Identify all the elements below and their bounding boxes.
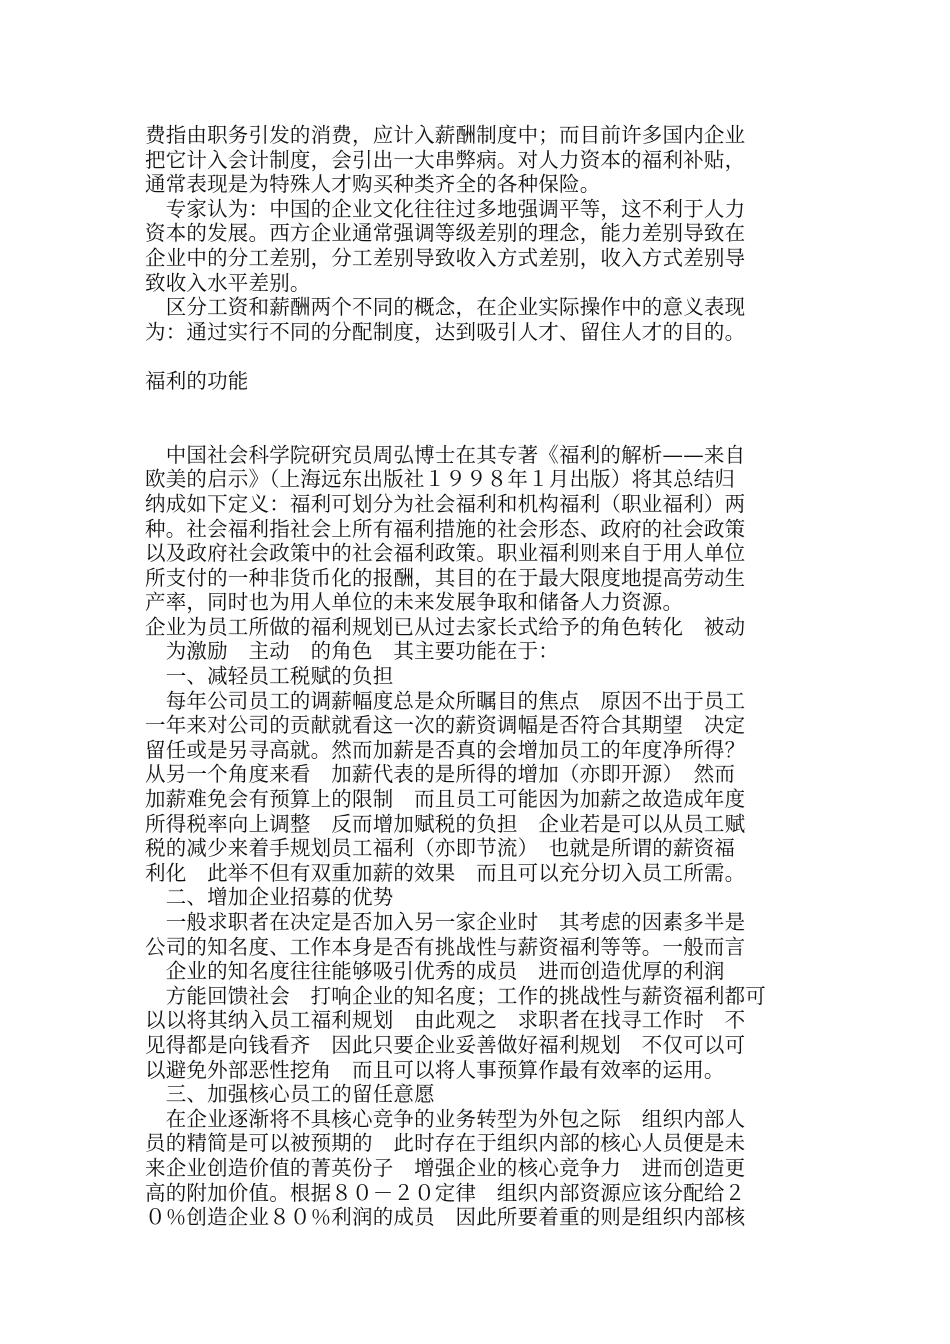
text-line: 以避免外部恶性挖角 而且可以将人事预算作最有效率的运用。 (145, 1057, 725, 1082)
text-line: 员的精简是可以被预期的 此时存在于组织内部的核心人员便是未 (145, 1131, 746, 1156)
point-3-title: 三、加强核心员工的留任意愿 (145, 1082, 435, 1107)
text-line: 产率，同时也为用人单位的未来发展争取和储备人力资源。 (145, 590, 684, 615)
text-line: 费指由职务引发的消费，应计入薪酬制度中；而目前许多国内企业 (145, 123, 746, 147)
text-line: 资本的发展。西方企业通常强调等级差别的理念，能力差别导致在 (145, 221, 746, 246)
text-line: 为：通过实行不同的分配制度，达到吸引人才、留住人才的目的。 (145, 319, 746, 344)
point-1-title: 一、减轻员工税赋的负担 (145, 664, 394, 689)
text-line: ０％创造企业８０％利润的成员 因此所要着重的则是组织内部核 (145, 1205, 746, 1230)
text-line: 来企业创造价值的菁英份子 增强企业的核心竞争力 进而创造更 (145, 1155, 746, 1180)
text-line: 一年来对公司的贡献就看这一次的薪资调幅是否符合其期望 决定 (145, 713, 746, 738)
text-line: 区分工资和薪酬两个不同的概念，在企业实际操作中的意义表现 (145, 295, 746, 320)
point-3-body (145, 1107, 815, 1230)
point-1-body (145, 689, 815, 886)
text-line: 高的附加价值。根据８０－２０定律 组织内部资源应该分配给２ (145, 1180, 746, 1205)
distinction-paragraph (145, 295, 815, 344)
point-2-title: 二、增加企业招募的优势 (145, 885, 394, 910)
text-line: 加薪难免会有预算上的限制 而且员工可能因为加薪之故造成年度 (145, 787, 746, 812)
point-2-body (145, 910, 815, 1082)
text-line: 企业的知名度往往能够吸引优秀的成员 进而创造优厚的利润 (145, 959, 725, 984)
document-body (145, 123, 815, 1230)
text-line: 见得都是向钱看齐 因此只要企业妥善做好福利规划 不仅可以可 (145, 1032, 746, 1057)
text-line: 企业中的分工差别，分工差别导致收入方式差别，收入方式差别导 (145, 245, 746, 270)
expert-paragraph (145, 197, 815, 295)
blank-line (145, 394, 815, 419)
text-line: 利化 此举不但有双重加薪的效果 而且可以充分切入员工所需。 (145, 860, 746, 885)
text-line: 中国社会科学院研究员周弘博士在其专著《福利的解析——来自 (145, 442, 746, 467)
text-line: 在企业逐渐将不具核心竞争的业务转型为外包之际 组织内部人 (145, 1106, 746, 1131)
text-line: 致收入水平差别。 (145, 270, 311, 295)
text-line: 税的减少来着手规划员工福利（亦即节流） 也就是所谓的薪资福 (145, 836, 736, 861)
text-line: 为激励 主动 的角色 其主要功能在于： (145, 639, 559, 664)
text-line: 通常表现是为特殊人才购买种类齐全的各种保险。 (145, 172, 601, 197)
text-line: 种。社会福利指社会上所有福利措施的社会形态、政府的社会政策 (145, 516, 746, 541)
role-paragraph (145, 615, 815, 664)
text-line: 从另一个角度来看 加薪代表的是所得的增加（亦即开源） 然而 (145, 762, 736, 787)
blank-line (145, 418, 815, 443)
text-line: 一般求职者在决定是否加入另一家企业时 其考虑的因素多半是 (145, 910, 746, 934)
text-line: 每年公司员工的调薪幅度总是众所瞩目的焦点 原因不出于员工 (145, 688, 746, 713)
blank-line (145, 344, 815, 369)
text-line: 欧美的启示》（上海远东出版社１９９８年１月出版）将其总结归 (145, 467, 736, 492)
text-line: 以以将其纳入员工福利规划 由此观之 求职者在找寻工作时 不 (145, 1008, 746, 1033)
text-line: 以及政府社会政策中的社会福利政策。职业福利则来自于用人单位 (145, 541, 746, 566)
definition-paragraph (145, 443, 815, 615)
text-line: 所支付的一种非货币化的报酬，其目的在于最大限度地提高劳动生 (145, 565, 746, 590)
intro-paragraph (145, 123, 815, 197)
text-line: 方能回馈社会 打响企业的知名度；工作的挑战性与薪资福利都可 (145, 983, 766, 1008)
text-line: 公司的知名度、工作本身是否有挑战性与薪资福利等等。一般而言 (145, 934, 746, 959)
text-line: 专家认为：中国的企业文化往往过多地强调平等，这不利于人力 (145, 196, 746, 221)
text-line: 所得税率向上调整 反而增加赋税的负担 企业若是可以从员工赋 (145, 811, 746, 836)
text-line: 企业为员工所做的福利规划已从过去家长式给予的角色转化 被动 (145, 614, 746, 639)
text-line: 留任或是另寻高就。然而加薪是否真的会增加员工的年度净所得？ (145, 737, 746, 762)
text-line: 把它计入会计制度，会引出一大串弊病。对人力资本的福利补贴， (145, 147, 746, 172)
text-line: 纳成如下定义：福利可划分为社会福利和机构福利（职业福利）两 (145, 491, 746, 516)
section-title: 福利的功能 (145, 368, 249, 393)
